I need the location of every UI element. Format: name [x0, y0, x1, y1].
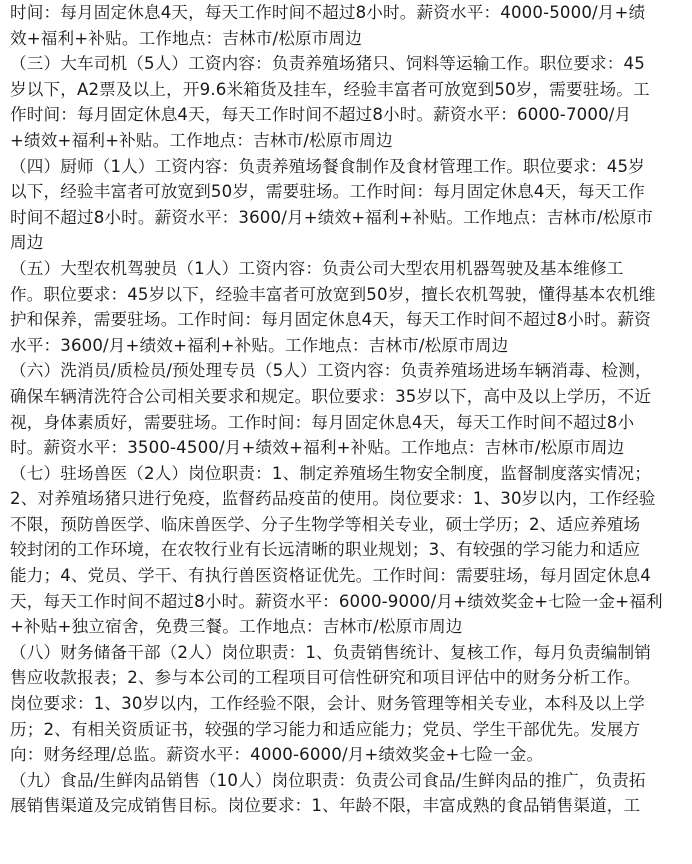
- text-line: （七）驻场兽医（2人）岗位职责：1、制定养殖场生物安全制度，监督制度落实情况；: [10, 463, 651, 483]
- text-line: 时。薪资水平：3500-4500/月+绩效+福利+补贴。工作地点：吉林市/松原市周边: [10, 438, 625, 458]
- text-line: 水平：3600/月+绩效+福利+补贴。工作地点：吉林市/松原市周边: [10, 335, 509, 355]
- text-line: 作时间：每月固定休息4天，每天工作时间不超过8小时。薪资水平：6000-7000/月: [10, 105, 632, 125]
- text-line: 效+福利+补贴。工作地点：吉林市/松原市周边: [10, 28, 362, 48]
- text-line: 售应收款报表；2、参与本公司的工程项目可信性研究和项目评估中的财务分析工作。: [10, 668, 641, 688]
- text-line: （五）大型农机驾驶员（1人）工资内容：负责公司大型农用机器驾驶及基本维修工: [10, 258, 624, 278]
- text-line: 作。职位要求：45岁以下，经验丰富者可放宽到50岁，擅长农机驾驶，懂得基本农机维: [10, 284, 656, 304]
- text-line: +补贴+独立宿舍，免费三餐。工作地点：吉林市/松原市周边: [10, 617, 463, 637]
- paragraph-section-8: [10, 640, 690, 768]
- paragraph-section-9: [10, 768, 690, 819]
- paragraph-section-5: [10, 256, 690, 358]
- text-line: 2、对养殖场猪只进行免疫，监督药品疫苗的使用。岗位要求：1、30岁以内，工作经验: [10, 489, 656, 509]
- text-line: 展销售渠道及完成销售目标。岗位要求：1、年龄不限，丰富成熟的食品销售渠道，工: [10, 796, 641, 816]
- text-line: （六）洗消员/质检员/预处理专员（5人）工资内容：负责养殖场进场车辆消毒、检测，: [10, 361, 652, 381]
- text-line: 护和保养，需要驻场。工作时间：每月固定休息4天，每天工作时间不超过8小时。薪资: [10, 310, 651, 330]
- text-line: +绩效+福利+补贴。工作地点：吉林市/松原市周边: [10, 130, 393, 150]
- text-line: 确保车辆清洗符合公司相关要求和规定。职位要求：35岁以下，高中及以上学历，不近: [10, 386, 651, 406]
- text-line: 时间不超过8小时。薪资水平：3600/月+绩效+福利+补贴。工作地点：吉林市/松原市: [10, 207, 653, 227]
- text-line: 天，每天工作时间不超过8小时。薪资水平：6000-9000/月+绩效奖金+七险一金+福利: [10, 591, 663, 611]
- text-line: 向：财务经理/总监。薪资水平：4000-6000/月+绩效奖金+七险一金。: [10, 745, 544, 765]
- text-line: （三）大车司机（5人）工资内容：负责养殖场猪只、饲料等运输工作。职位要求：45: [10, 54, 645, 74]
- text-line: 周边: [10, 233, 44, 253]
- paragraph-section-7: [10, 461, 690, 640]
- paragraph-section-2-tail: [10, 0, 690, 51]
- text-line: （八）财务储备干部（2人）岗位职责：1、负责销售统计、复核工作，每月负责编制销: [10, 642, 651, 662]
- text-line: 视，身体素质好，需要驻场。工作时间：每月固定休息4天，每天工作时间不超过8小: [10, 412, 635, 432]
- text-line: 历；2、有相关资质证书，较强的学习能力和适应能力；党员、学生干部优先。发展方: [10, 719, 641, 739]
- paragraph-section-4: [10, 154, 690, 256]
- text-line: 不限，预防兽医学、临床兽医学、分子生物学等相关专业，硕士学历；2、适应养殖场: [10, 514, 641, 534]
- text-line: 能力；4、党员、学干、有执行兽医资格证优先。工作时间：需要驻场，每月固定休息4: [10, 566, 651, 586]
- text-line: 较封闭的工作环境，在农牧行业有长远清晰的职业规划；3、有较强的学习能力和适应: [10, 540, 641, 560]
- text-line: 岗位要求：1、30岁以内，工作经验不限，会计、财务管理等相关专业，本科及以上学: [10, 694, 645, 714]
- text-line: 以下，经验丰富者可放宽到50岁，需要驻场。工作时间：每月固定休息4天，每天工作: [10, 182, 645, 202]
- paragraph-section-6: [10, 358, 690, 460]
- document-body: [10, 0, 690, 819]
- text-line: （九）食品/生鲜肉品销售（10人）岗位职责：负责公司食品/生鲜肉品的推广，负责拓: [10, 770, 646, 790]
- text-line: 岁以下，A2票及以上，开9.6米箱货及挂车，经验丰富者可放宽到50岁，需要驻场。工: [10, 79, 650, 99]
- text-line: 时间：每月固定休息4天，每天工作时间不超过8小时。薪资水平：4000-5000/月+绩: [10, 3, 646, 22]
- text-line: （四）厨师（1人）工资内容：负责养殖场餐食制作及食材管理工作。职位要求：45岁: [10, 156, 645, 176]
- paragraph-section-3: [10, 51, 690, 153]
